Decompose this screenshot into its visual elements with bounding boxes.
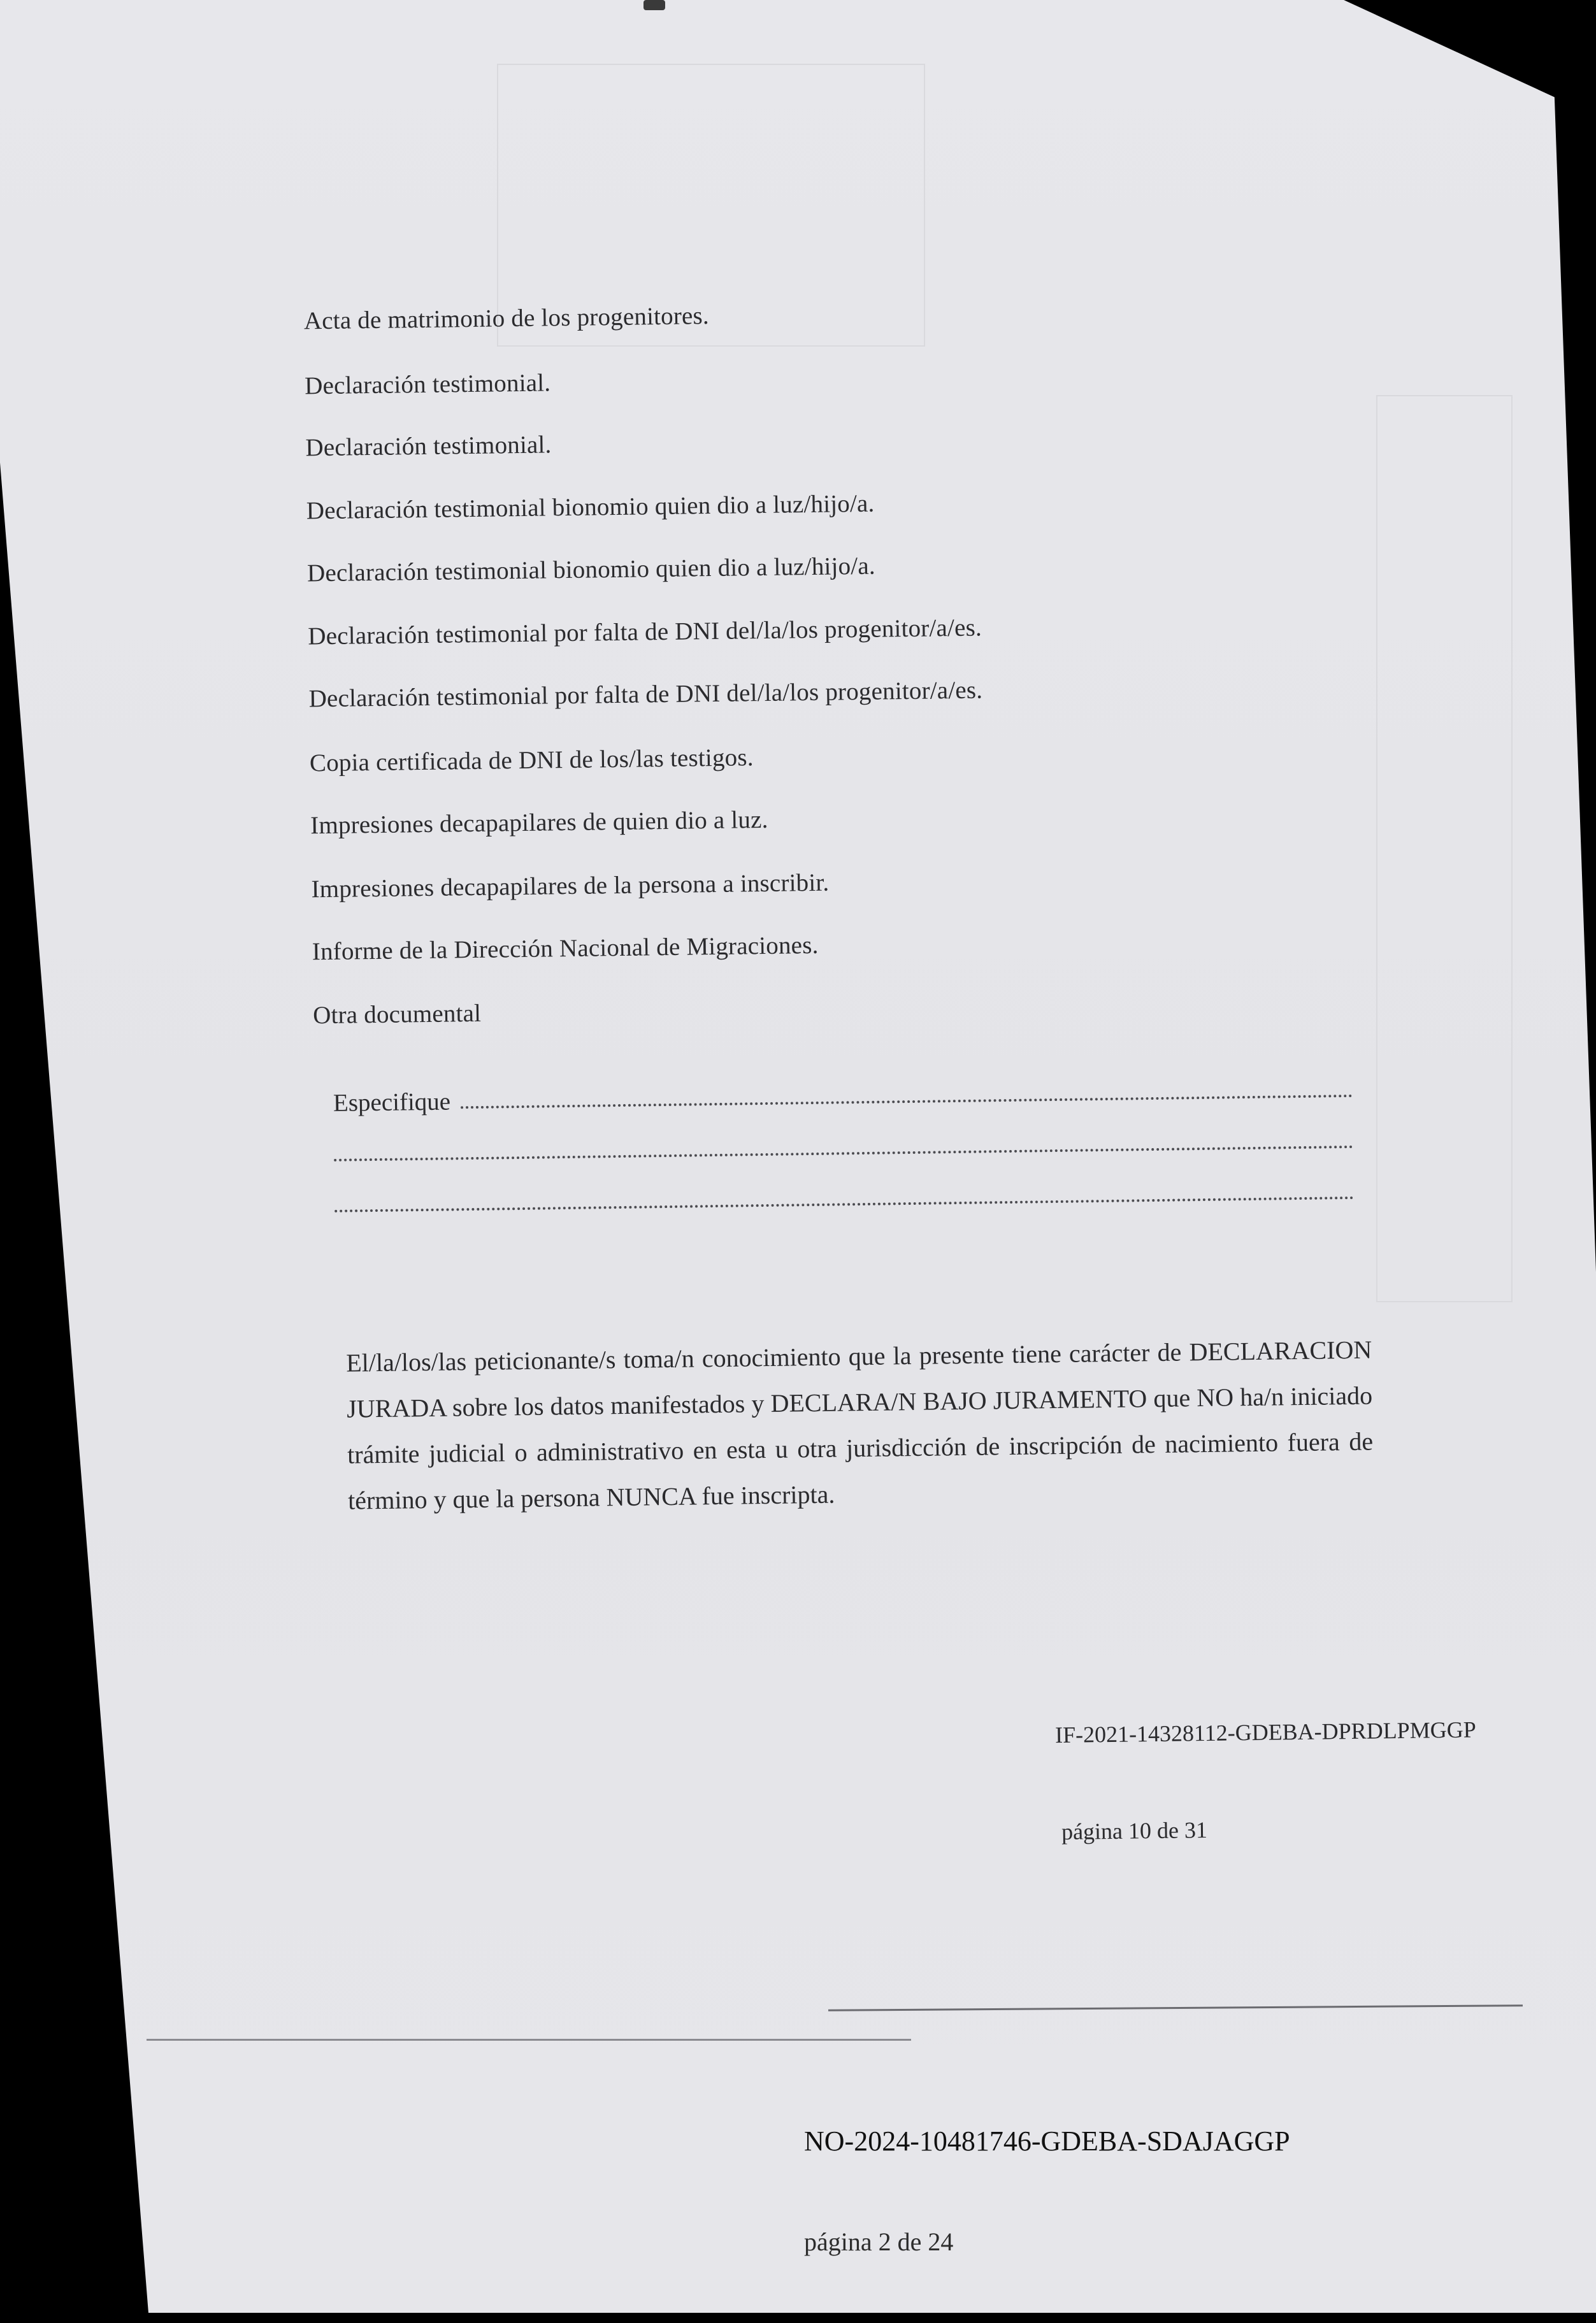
item-declaracion-bionomio-2: Declaración testimonial bionomio quien dio a luz/hijo/a. [306, 552, 876, 587]
item-declaracion-bionomio-1: Declaración testimonial bionomio quien dio a luz/hijo/a. [306, 489, 875, 525]
specify-dotted-line-3 [334, 1197, 1354, 1212]
footer-stamp-page: página 2 de 24 [804, 2227, 954, 2256]
specify-dotted-line-1 [461, 1095, 1353, 1109]
item-acta-matrimonio: Acta de matrimonio de los progenitores. [303, 302, 710, 335]
item-declaracion-falta-dni-1: Declaración testimonial por falta de DNI del/la/los progenitor/a/es. [308, 614, 982, 651]
specify-label: Especifique [333, 1088, 451, 1117]
bottom-rule-left [147, 2039, 911, 2041]
item-declaracion-testimonial-1: Declaración testimonial. [304, 369, 551, 400]
footer-stamp-code: NO-2024-10481746-GDEBA-SDAJAGGP [804, 2125, 1290, 2157]
item-copia-dni-testigos: Copia certificada de DNI de los/las testigos. [309, 744, 754, 777]
item-otra-documental: Otra documental [312, 999, 482, 1030]
sworn-declaration-paragraph: El/la/los/las peticionante/s toma/n conocimiento que la presente tiene carácter de DECLARACION JURADA sobre los datos manifestados y DECLARA/N BAJO JURAMENTO que NO ha/n iniciado trámite judicial o administrativo en esta u otra jurisdicción de inscripción de nacimiento fuera de término y que la persona NUNCA fue inscripta. [346, 1335, 1374, 1515]
item-impresiones-quien-dio-a-luz: Impresiones decapapilares de quien dio a luz. [310, 805, 768, 840]
item-declaracion-falta-dni-2: Declaración testimonial por falta de DNI del/la/los progenitor/a/es. [308, 676, 983, 713]
item-impresiones-persona: Impresiones decapapilares de la persona a inscribir. [311, 868, 830, 903]
specify-dotted-line-2 [334, 1146, 1353, 1162]
item-declaracion-testimonial-2: Declaración testimonial. [305, 431, 552, 462]
inner-page-number: página 10 de 31 [1061, 1817, 1208, 1845]
reference-code: IF-2021-14328112-GDEBA-DPRDLPMGGP [1054, 1716, 1476, 1748]
item-informe-migraciones: Informe de la Dirección Nacional de Migraciones. [312, 931, 819, 966]
